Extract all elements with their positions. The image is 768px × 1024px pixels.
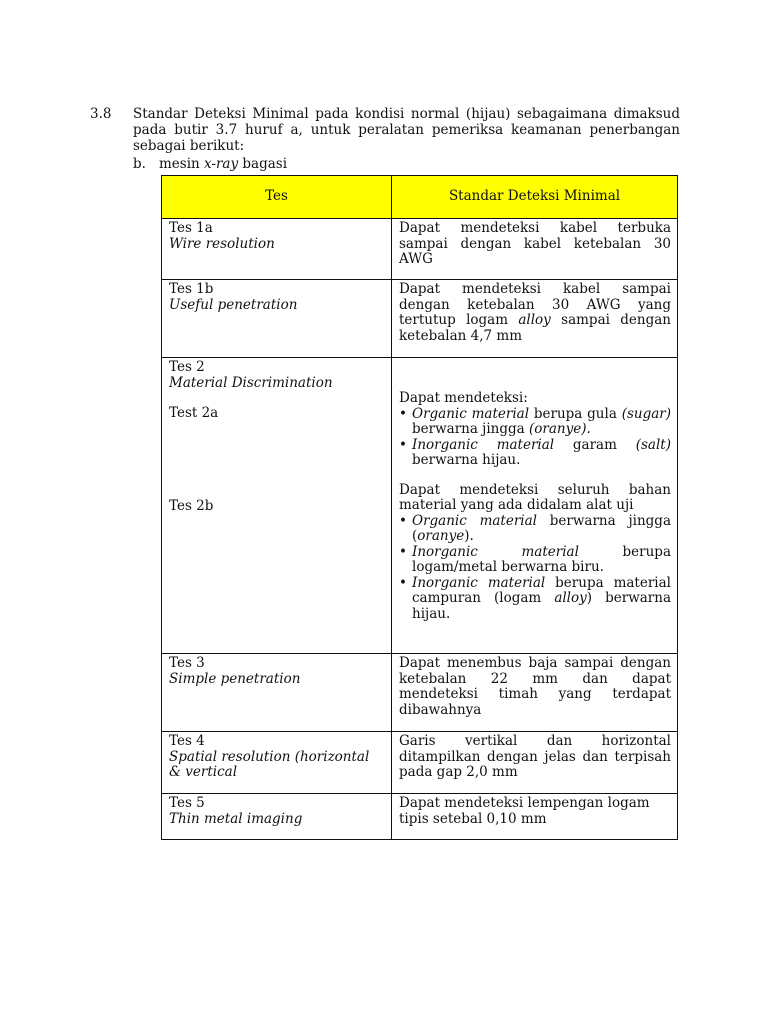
test-2b-name: Tes 2b: [169, 497, 214, 514]
test-subtitle: Spatial resolution (horizontal & vertical: [169, 748, 370, 780]
test-subtitle: Material Discrimination: [169, 374, 333, 391]
test-name: Tes 2: [169, 359, 205, 375]
test-name: Tes 1b: [169, 281, 214, 297]
table-row-tes4: [162, 732, 678, 794]
test-subtitle: Simple penetration: [169, 670, 301, 687]
section-text: Standar Deteksi Minimal pada kondisi normal (hijau) sebagaimana dimaksud pada butir 3.7 huruf a, untuk peralatan pemeriksa keamanan penerbangan sebagai berikut:: [133, 106, 680, 154]
standard-cell: Garis vertikal dan horizontal ditampilkan dengan jelas dan terpisah pada gap 2,0 mm: [392, 732, 678, 794]
header-standar: Standar Deteksi Minimal: [392, 176, 678, 219]
subsection-title: mesin x-ray bagasi: [159, 156, 288, 172]
standard-cell: [392, 358, 678, 654]
detection-standard-table: [161, 175, 678, 840]
test-cell: [162, 794, 392, 840]
test-subtitle: Useful penetration: [169, 296, 298, 313]
test-name: Tes 1a: [169, 220, 213, 236]
test-2b-intro: Dapat mendeteksi seluruh bahan material yang ada didalam alat uji: [399, 481, 671, 513]
test-2a-name: Test 2a: [169, 405, 219, 421]
test-name: Tes 4: [169, 733, 205, 749]
table-header-row: [162, 176, 678, 219]
list-item: • Organic material berupa gula (sugar) berwarna jingga (oranye).: [399, 407, 671, 438]
table-row-tes1b: [162, 280, 678, 358]
table-row-tes1a: [162, 219, 678, 280]
section-paragraph: [90, 106, 680, 154]
header-tes: Tes: [162, 176, 392, 219]
test-2b-list: [399, 514, 671, 623]
table-row-tes3: [162, 654, 678, 732]
test-cell: [162, 732, 392, 794]
test-name: Tes 5: [169, 795, 205, 811]
test-cell: [162, 280, 392, 358]
table-row-tes2: [162, 358, 678, 654]
test-cell: [162, 654, 392, 732]
subsection-letter: b.: [133, 156, 146, 172]
test-cell: [162, 358, 392, 654]
section-3-8: [90, 106, 680, 172]
test-2a-intro: Dapat mendeteksi:: [399, 390, 528, 406]
standard-cell: Dapat mendeteksi kabel sampai dengan ketebalan 30 AWG yang tertutup logam alloy sampai dengan ketebalan 4,7 mm: [392, 280, 678, 358]
list-item: • Inorganic material berupa material campuran (logam alloy) berwarna hijau.: [399, 576, 671, 623]
section-number: 3.8: [90, 106, 112, 122]
test-subtitle: Thin metal imaging: [169, 810, 303, 827]
test-name: Tes 3: [169, 655, 205, 671]
standard-cell: Dapat menembus baja sampai dengan ketebalan 22 mm dan dapat mendeteksi timah yang terdapat dibawahnya: [392, 654, 678, 732]
test-subtitle: Wire resolution: [169, 235, 275, 252]
subsection-b: [90, 156, 680, 172]
standard-cell: Dapat mendeteksi lempengan logam tipis setebal 0,10 mm: [392, 794, 678, 840]
standard-cell: Dapat mendeteksi kabel terbuka sampai dengan kabel ketebalan 30 AWG: [392, 219, 678, 280]
table-row-tes5: [162, 794, 678, 840]
list-item: • Inorganic material garam (salt) berwarna hijau.: [399, 438, 671, 469]
test-cell: [162, 219, 392, 280]
list-item: • Inorganic material berupa logam/metal berwarna biru.: [399, 545, 671, 576]
test-2a-list: [399, 407, 671, 469]
list-item: • Organic material berwarna jingga (oranye).: [399, 514, 671, 545]
